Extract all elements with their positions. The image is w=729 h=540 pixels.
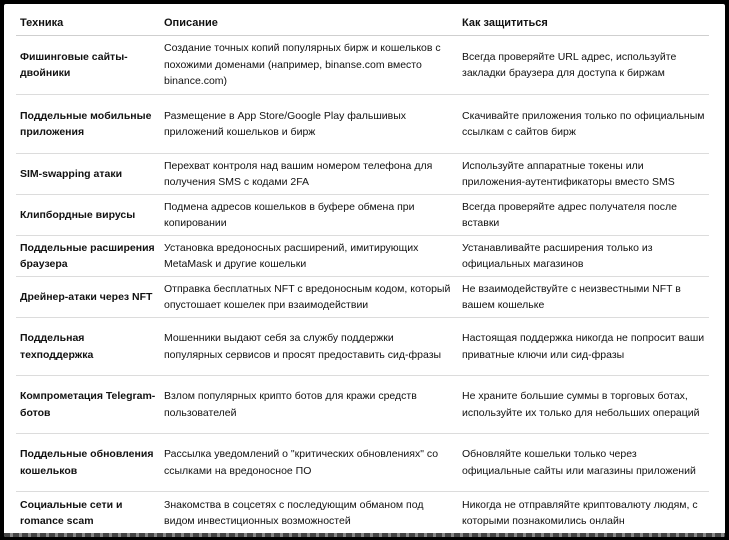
document-page [4, 4, 725, 537]
technique-cell: SIM-swapping атаки [16, 154, 160, 195]
header-protection: Как защититься [458, 11, 709, 36]
cut-off-bottom-edge [4, 533, 725, 537]
table-header-row [16, 11, 709, 36]
technique-cell: Компрометация Telegram-ботов [16, 376, 160, 434]
description-cell: Взлом популярных крипто ботов для кражи средств пользователей [160, 376, 458, 434]
scam-techniques-table [16, 11, 709, 535]
table-row [16, 376, 709, 434]
description-cell: Знакомства в соцсетях с последующим обманом под видом инвестиционных возможностей [164, 498, 424, 528]
protection-cell: Всегда проверяйте URL адрес, используйте закладки браузера для доступа к биржам [458, 36, 709, 95]
protection-cell: Настоящая поддержка никогда не попросит ваши приватные ключи или сид-фразы [458, 318, 709, 376]
table-row [16, 318, 709, 376]
technique-cell: Фишинговые сайты-двойники [16, 36, 160, 95]
technique-cell: Дрейнер-атаки через NFT [16, 277, 160, 318]
protection-cell: Устанавливайте расширения только из официальных магазинов [458, 236, 709, 277]
description-cell: Рассылка уведомлений о "критических обновлениях" со ссылками на вредоносное ПО [160, 434, 458, 492]
description-cell: Размещение в App Store/Google Play фальшивых приложений кошельков и бирж [160, 95, 458, 154]
protection-cell: Скачивайте приложения только по официальным ссылкам с сайтов бирж [458, 95, 709, 154]
table-row [16, 154, 709, 195]
description-cell: Создание точных копий популярных бирж и кошельков с похожими доменами (например, binanse.com вместо binance.com) [160, 36, 458, 95]
header-technique: Техника [16, 11, 160, 36]
table-row [16, 36, 709, 95]
technique-cell: Поддельная техподдержка [16, 318, 160, 376]
table-row [16, 492, 709, 535]
protection-cell: Не взаимодействуйте с неизвестными NFT в вашем кошельке [458, 277, 709, 318]
description-cell: Перехват контроля над вашим номером телефона для получения SMS с кодами 2FA [160, 154, 458, 195]
table-row [16, 434, 709, 492]
protection-cell: Не храните большие суммы в торговых ботах, используйте их только для небольших операций [458, 376, 709, 434]
technique-cell: Клипбордные вирусы [16, 195, 160, 236]
protection-cell: Всегда проверяйте адрес получателя после вставки [458, 195, 709, 236]
protection-cell: Никогда не отправляйте криптовалюту людям, с которыми познакомились онлайн [462, 498, 698, 528]
description-cell: Подмена адресов кошельков в буфере обмена при копировании [160, 195, 458, 236]
description-cell: Установка вредоносных расширений, имитирующих MetaMask и другие кошельки [160, 236, 458, 277]
header-description: Описание [160, 11, 458, 36]
description-cell: Мошенники выдают себя за службу поддержки популярных сервисов и просят предоставить сид-фразы [160, 318, 458, 376]
technique-cell: Поддельные расширения браузера [16, 236, 160, 277]
description-cell: Отправка бесплатных NFT с вредоносным кодом, который опустошает кошелек при взаимодействии [160, 277, 458, 318]
technique-cell: Поддельные обновления кошельков [16, 434, 160, 492]
table-row [16, 95, 709, 154]
technique-cell: Социальные сети и romance scam [20, 498, 123, 528]
protection-cell: Обновляйте кошельки только через официальные сайты или магазины приложений [458, 434, 709, 492]
technique-cell: Поддельные мобильные приложения [16, 95, 160, 154]
protection-cell: Используйте аппаратные токены или приложения-аутентификаторы вместо SMS [458, 154, 709, 195]
table-row [16, 195, 709, 236]
table-row [16, 277, 709, 318]
table-row [16, 236, 709, 277]
